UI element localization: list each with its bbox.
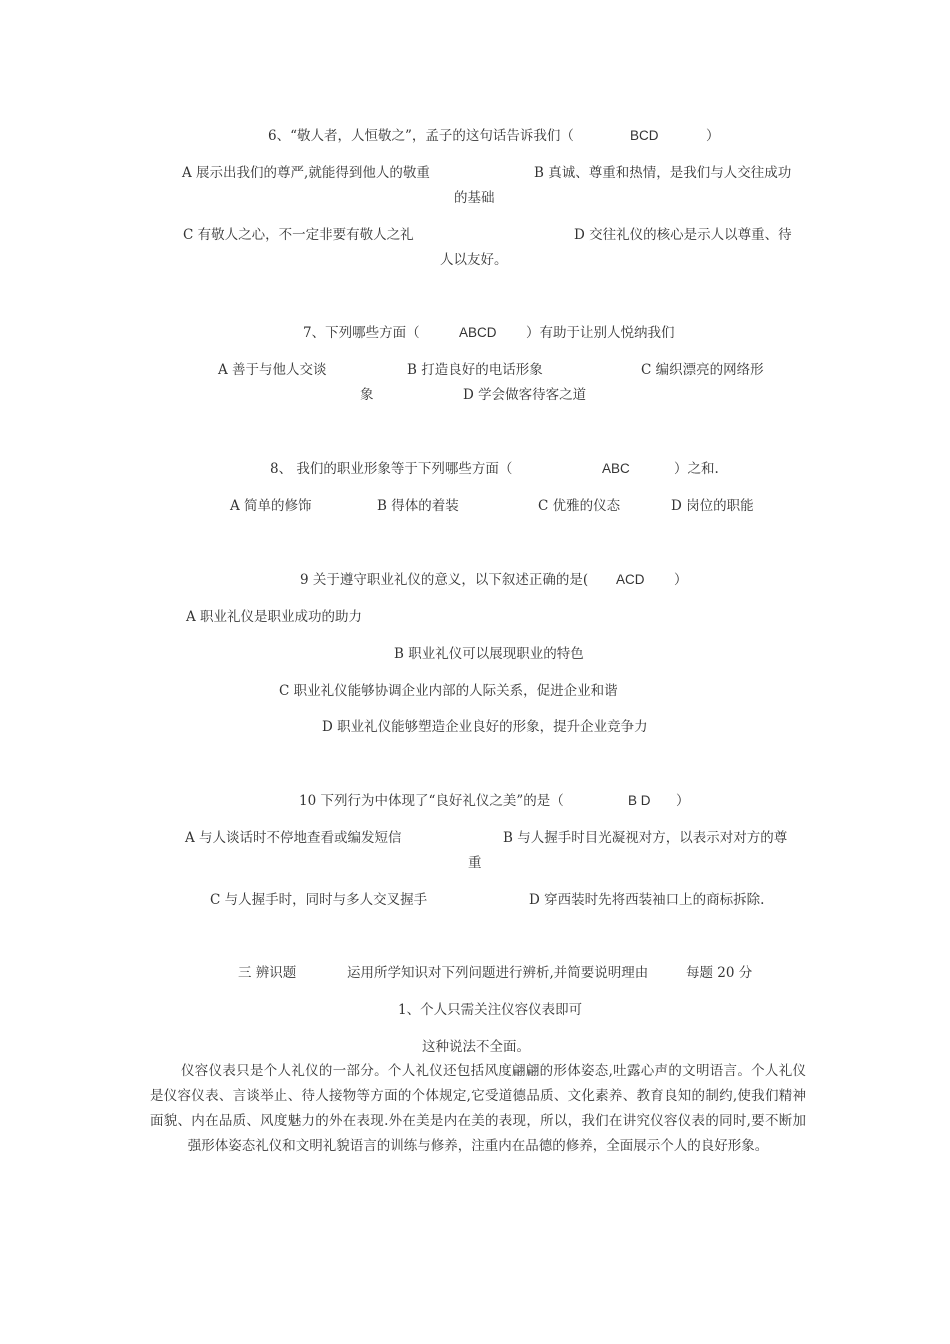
q8-stem-end: ）之和.: [674, 461, 719, 477]
q7-option-c-cont: 象: [360, 387, 374, 403]
q10-option-b: B 与人握手时目光凝视对方，以表示对对方的尊: [503, 830, 788, 846]
q10-option-b-cont: 重: [468, 855, 482, 871]
q10-option-d: D 穿西装时先将西装袖口上的商标拆除.: [529, 892, 765, 908]
q9-option-c: C 职业礼仪能够协调企业内部的人际关系，促进企业和谐: [279, 683, 618, 699]
q6-option-c: C 有敬人之心，不一定非要有敬人之礼: [183, 227, 414, 243]
q10-answer: B D: [628, 793, 651, 808]
q10-option-a: A 与人谈话时不停地查看或编发短信: [185, 830, 402, 846]
section-3-item-1: 1、个人只需关注仪容仪表即可: [398, 1002, 583, 1018]
q9-option-a: A 职业礼仪是职业成功的助力: [186, 609, 363, 625]
q9-option-d: D 职业礼仪能够塑造企业良好的形象，提升企业竞争力: [322, 719, 648, 735]
q6-option-d-cont: 人以友好。: [440, 252, 508, 268]
q9-close-paren: ）: [674, 572, 688, 588]
q7-option-a: A 善于与他人交谈: [218, 362, 327, 378]
section-3-instruction: 运用所学知识对下列问题进行辨析,并简要说明理由: [347, 965, 649, 981]
q10-option-c: C 与人握手时，同时与多人交叉握手: [210, 892, 428, 908]
q7-option-d: D 学会做客待客之道: [463, 387, 587, 403]
q8-option-c: C 优雅的仪态: [538, 498, 621, 514]
q9-answer: ACD: [616, 572, 645, 587]
q7-stem: 7、下列哪些方面（: [303, 325, 420, 341]
section-3-score: 每题 20 分: [686, 965, 753, 981]
q6-option-b-cont: 的基础: [454, 190, 495, 206]
q9-stem: 9 关于遵守职业礼仪的意义，以下叙述正确的是(: [300, 572, 589, 588]
q10-close-paren: ）: [676, 793, 690, 809]
q7-answer: ABCD: [459, 325, 497, 340]
q7-stem-end: ）有助于让别人悦纳我们: [526, 325, 675, 341]
q7-option-c: C 编织漂亮的网络形: [641, 362, 764, 378]
q6-option-d: D 交往礼仪的核心是示人以尊重、待: [574, 227, 792, 243]
section-3-heading: 三 辨识题: [238, 965, 297, 981]
q8-option-d: D 岗位的职能: [671, 498, 754, 514]
q9-option-b: B 职业礼仪可以展现职业的特色: [394, 646, 584, 662]
q6-stem: 6、“敬人者，人恒敬之”，孟子的这句话告诉我们（: [268, 128, 574, 144]
q8-option-b: B 得体的着装: [377, 498, 459, 514]
q6-answer: BCD: [630, 128, 659, 143]
q8-option-a: A 简单的修饰: [230, 498, 312, 514]
q6-option-b: B 真诚、尊重和热情，是我们与人交往成功: [534, 165, 792, 181]
q10-stem: 10 下列行为中体现了“良好礼仪之美”的是（: [299, 793, 564, 809]
section-3-explanation: 仪容仪表只是个人礼仪的一部分。个人礼仪还包括风度翩翩的形体姿态,吐露心声的文明语言。个人礼仪是仪容仪表、言谈举止、待人接物等方面的个体规定,它受道德品质、文化素养、教育良知的制约,使我们精神面貌、内在品质、风度魅力的外在表现.外在美是内在美的表现，所以，我们在讲究仪容仪表的同时,要不断加强形体姿态礼仪和文明礼貌语言的训练与修养，注重内在品德的修养，全面展示个人的良好形象。: [150, 1063, 806, 1154]
section-3-verdict: 这种说法不全面。: [422, 1039, 530, 1055]
q6-option-a: A 展示出我们的尊严,就能得到他人的敬重: [182, 165, 430, 181]
q8-stem: 8、 我们的职业形象等于下列哪些方面（: [270, 461, 513, 477]
q8-answer: ABC: [602, 461, 630, 476]
q6-close-paren: ）: [706, 128, 720, 144]
q7-option-b: B 打造良好的电话形象: [407, 362, 543, 378]
